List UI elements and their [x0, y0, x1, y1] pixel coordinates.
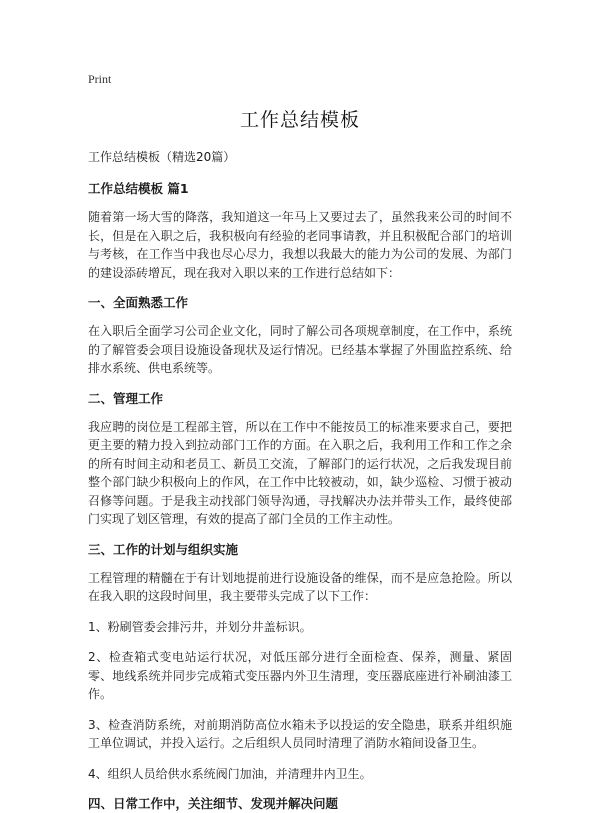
list-item: 1、粉刷管委会排污井，并划分井盖标识。	[88, 619, 312, 634]
section-paragraph-3: 工程管理的精髓在于有计划地提前进行设施设备的维保，而不是应急抢险。所以在我入职的这段时间里，我主要带头完成了以下工作：	[88, 570, 512, 603]
list-item: 3、检查消防系统，对前期消防高位水箱未予以投运的安全隐患，联系并组织施工单位调试，并投入运行。之后组织人员同时清理了消防水箱间设备卫生。	[88, 717, 512, 750]
section-heading-4: 四、日常工作中，关注细节、发现并解决问题	[88, 796, 339, 811]
print-label: Print	[88, 72, 112, 86]
section-heading-2: 二、管理工作	[88, 390, 164, 406]
list-item: 4、组织人员给供水系统阀门加油，并清理井内卫生。	[88, 766, 372, 781]
document-title: 工作总结模板	[239, 109, 360, 131]
section-paragraph-1: 在入职后全面学习公司企业文化，同时了解公司各项规章制度，在工作中，系统的了解管委会项目设施设备现状及运行情况。已经基本掌握了外围监控系统、给排水系统、供电系统等。	[88, 324, 512, 375]
document-subtitle: 工作总结模板（精选20篇）	[88, 150, 236, 164]
intro-paragraph: 随着第一场大雪的降落，我知道这一年马上又要过去了，虽然我来公司的时间不长，但是在入职之后，我积极向有经验的老同事请教，并且积极配合部门的培训与考核，在工作当中我也尽心尽力，我想以我最大的能力为公司的发展、为部门的建设添砖增瓦，现在我对入职以来的工作进行总结如下：	[88, 210, 512, 280]
section-heading-3: 三、工作的计划与组织实施	[88, 541, 239, 557]
section-paragraph-2: 我应聘的岗位是工程部主管，所以在工作中不能按员工的标准来要求自己，要把更主要的精力投入到拉动部门工作的方面。在入职之后，我利用工作和工作之余的所有时间主动和老员工、新员工交流，了解部门的运行状况，之后我发现目前整个部门缺少积极向上的作风，在工作中比较被动，如，缺少巡检、习惯于被动召修等问题。于是我主动找部门领导沟通，寻找解决办法并带头工作，最终使部门实现了划区管理，有效的提高了部门全员的工作主动性。	[88, 419, 512, 526]
section-heading-1: 一、全面熟悉工作	[88, 295, 189, 310]
article-heading: 工作总结模板 篇1	[88, 181, 189, 196]
list-item: 2、检查箱式变电站运行状况，对低压部分进行全面检查、保养，测量、紧固零、地线系统并同步完成箱式变压器内外卫生清理，变压器底座进行补刷油漆工作。	[88, 650, 512, 701]
